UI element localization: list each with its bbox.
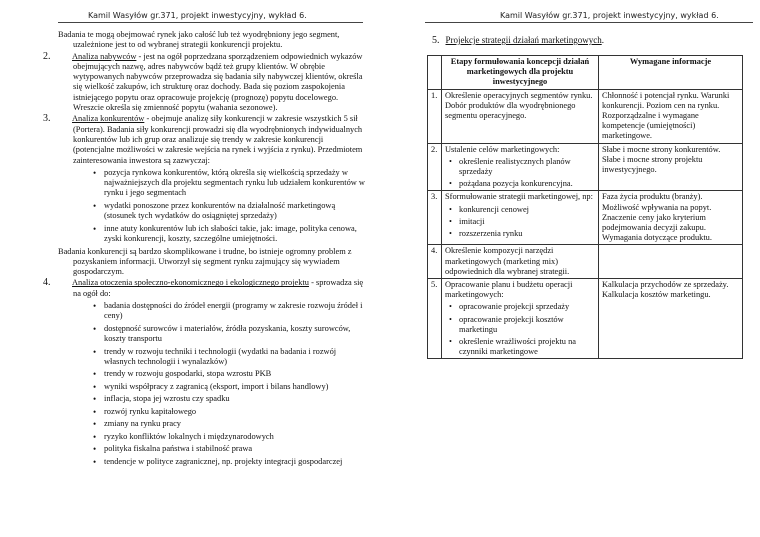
intro-paragraph xyxy=(58,30,366,51)
list-item: • trendy w rozwoju gospodarki, stopa wzrostu PKB xyxy=(104,369,366,379)
row-stage-text: Sformułowanie strategii marketingowej, np: xyxy=(445,192,593,202)
left-column xyxy=(43,30,366,469)
section-2-text: - jest na ogół poprzedzana sporządzeniem odpowiednich wykazów obejmujących nazwę, adres nabywców bądź też grupy klientów. W obrębie wytypowanych nabywców przeprowadza się badania siły nabywczej klientów, określa się wielkość zakupów, ich strukturę oraz dochody. Bada się poziom zaspokojenia istniejącego popytu oraz opracowuje projekcję (prognozę) popytu docelowego. Wreszcie określa się zmienność popytu (wahania sezonowe). xyxy=(73,51,363,113)
row-stage-list xyxy=(445,205,595,240)
page-header-left: Kamil Wasyłów gr.371, projekt inwestycyjny, wykład 6. xyxy=(88,11,307,20)
list-item: • wyniki współpracy z zagranicą (eksport, import i bilans handlowy) xyxy=(104,382,366,392)
list-item: • opracowanie projekcji kosztów marketingu xyxy=(459,315,595,335)
section-2-title: Analiza nabywców xyxy=(72,51,137,61)
list-item: • określenie wrażliwości projektu na czynniki marketingowe xyxy=(459,337,595,357)
row-number: 3. xyxy=(428,191,442,245)
list-item: • opracowanie projekcji sprzedaży xyxy=(459,302,595,312)
header-number-cell xyxy=(428,56,442,90)
row-stage-text: Określenie operacyjnych segmentów rynku. Dobór produktów dla wyodrębnionego segmentu operacyjnego. xyxy=(445,90,593,121)
table-header-row xyxy=(428,56,743,90)
row-stage xyxy=(442,245,599,279)
list-item: • tendencje w polityce zagranicznej, np. projekty integracji gospodarczej xyxy=(104,457,366,467)
section-4-number: 4. xyxy=(43,277,51,289)
list-item: • polityka fiskalna państwa i stabilność prawa xyxy=(104,444,366,454)
section-3 xyxy=(43,113,366,165)
row-number: 1. xyxy=(428,89,442,143)
section-4-text: - sprowadza się na ogół do: xyxy=(73,278,364,298)
section-5-title: Projekcje strategii działań marketingowych xyxy=(445,35,602,45)
strategy-table xyxy=(427,55,743,359)
section-5-number: 5. xyxy=(432,35,440,46)
list-item: • rozszerzenia rynku xyxy=(459,229,595,239)
list-item: • wydatki ponoszone przez konkurentów na działalność marketingową (stosunek tych wydatków do osiągniętej sprzedaży) xyxy=(104,201,366,222)
row-stage-list xyxy=(445,157,595,190)
table-row xyxy=(428,245,743,279)
list-item: • rozwój rynku kapitałowego xyxy=(104,407,366,417)
list-item: • imitacji xyxy=(459,217,595,227)
row-stage xyxy=(442,89,599,143)
table-row xyxy=(428,143,743,191)
page-header-right: Kamil Wasyłów gr.371, projekt inwestycyjny, wykład 6. xyxy=(500,11,719,20)
intro-text: Badania te mogą obejmować rynek jako całość lub też wyodrębniony jego segment, uzależnione jest to od wybranej strategii konkurencji projektu. xyxy=(58,30,340,50)
table-row xyxy=(428,191,743,245)
row-stage-text: Określenie kompozycji narzędzi marketingowych (marketing mix) odpowiednich dla wybranej strategii. xyxy=(445,246,570,276)
list-item: • określenie realistycznych planów sprzedaży xyxy=(459,157,595,177)
section-5-heading xyxy=(432,35,604,46)
row-info: Chłonność i potencjał rynku. Warunki konkurencji. Poziom cen na rynku. Rozporządzalne i wymagane kompetencje (umiejętności) marketingowe. xyxy=(599,89,743,143)
row-info xyxy=(599,245,743,279)
section-3-list xyxy=(58,168,366,244)
section-5-title-end: . xyxy=(601,35,604,45)
list-item: • dostępność surowców i materiałów, źródła pozyskania, koszty surowców, koszty transportu xyxy=(104,324,366,345)
header-rule-left xyxy=(58,22,363,23)
row-number: 5. xyxy=(428,279,442,359)
section-2-number: 2. xyxy=(43,50,51,62)
section-2 xyxy=(43,50,366,114)
list-item: • inflacja, stopa jej wzrostu czy spadku xyxy=(104,394,366,404)
row-stage xyxy=(442,279,599,359)
list-item: • ryzyko konfliktów lokalnych i międzynarodowych xyxy=(104,432,366,442)
row-stage-text: Opracowanie planu i budżetu operacji marketingowych: xyxy=(445,280,573,300)
table-row xyxy=(428,89,743,143)
header-rule-right xyxy=(425,22,753,23)
section-3-title: Analiza konkurentów xyxy=(72,114,145,124)
row-number: 4. xyxy=(428,245,442,279)
section-4-list xyxy=(58,301,366,467)
section-3-number: 3. xyxy=(43,113,51,125)
list-item: • pozycja rynkowa konkurentów, którą określa się wielkością sprzedaży w najważniejszych dla projektu segmentach rynku lub udziałem konkurentów w rynku i jego segmentach xyxy=(104,168,366,199)
row-stage xyxy=(442,143,599,191)
row-number: 2. xyxy=(428,143,442,191)
section-4-title: Analiza otoczenia społeczno-ekonomicznego i ekologicznego projektu xyxy=(72,278,309,288)
row-info: Faza życia produktu (branży). Możliwość wpływania na popyt. Znaczenie ceny jako kryterium podejmowania decyzji zakupu. Wymagania dotyczące produktu. xyxy=(599,191,743,245)
section-3-text: - obejmuje analizę siły konkurencji w zakresie wszystkich 5 sił (Portera). Badania siły konkurencji prowadzi się dla wyodrębnionych indywidualnych konkurentów lub ich grup oraz analizuje się trendy w zakresie konkurencji (potencjalne możliwości w zakresie wejścia na rynek i wyjścia z rynku). Przedmiotem zainteresowania inwestora są zazwyczaj: xyxy=(73,114,363,165)
list-item: • badania dostępności do źródeł energii (programy w zakresie rozwoju źródeł i ceny) xyxy=(104,301,366,322)
header-info: Wymagane informacje xyxy=(599,56,743,90)
section-3-after: Badania konkurencji są bardzo skomplikowane i trudne, bo istnieje ogromny problem z pozyskaniem informacji. Utworzył się segment rynku zajmujący się wywiadem gospodarczym. xyxy=(58,246,352,277)
list-item: • inne atuty konkurentów lub ich słabości takie, jak: image, polityka cenowa, zyski konkurencji, koszty, szczególne umiejętności. xyxy=(104,224,366,245)
list-item: • trendy w rozwoju techniki i technologii (wydatki na badania i rozwój własnych technologii i wynalazków) xyxy=(104,347,366,368)
list-item: • zmiany na rynku pracy xyxy=(104,419,366,429)
row-stage-list xyxy=(445,302,595,357)
header-stages: Etapy formułowania koncepcji działań marketingowych dla projektu inwestycyjnego xyxy=(442,56,599,90)
list-item: • pożądana pozycja konkurencyjna. xyxy=(459,179,595,189)
list-item: • konkurencji cenowej xyxy=(459,205,595,215)
row-stage-text: Ustalenie celów marketingowych: xyxy=(445,144,560,154)
row-info: Kalkulacja przychodów ze sprzedaży. Kalkulacja kosztów marketingu. xyxy=(599,279,743,359)
row-info: Słabe i mocne strony konkurentów. Słabe i mocne strony projektu inwestycyjnego. xyxy=(599,143,743,191)
section-4 xyxy=(43,277,366,299)
table-row xyxy=(428,279,743,359)
row-stage xyxy=(442,191,599,245)
